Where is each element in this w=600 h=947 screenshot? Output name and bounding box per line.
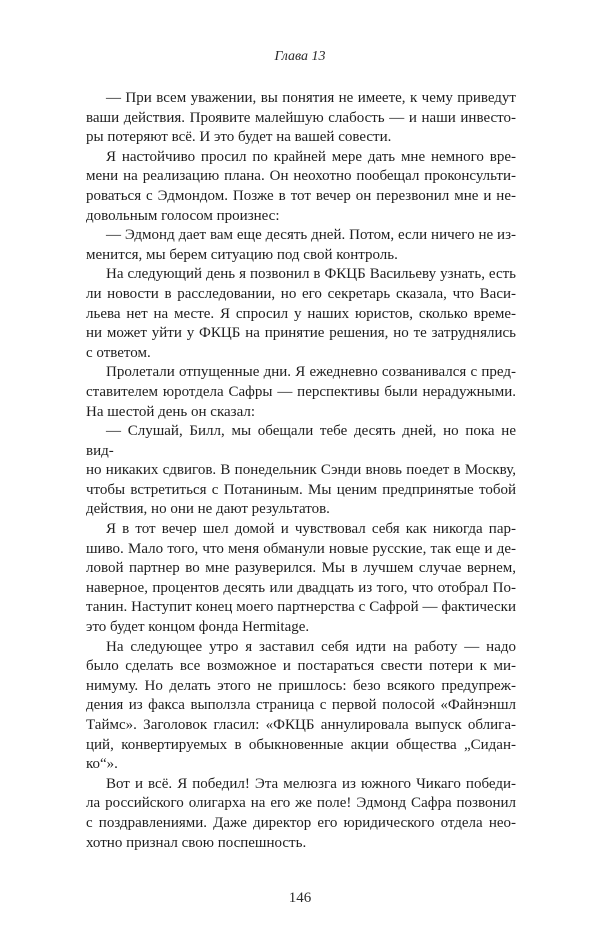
text-line: ни может уйти у ФКЦБ на принятие решения, но те затруднялись xyxy=(86,325,516,342)
paragraph xyxy=(86,638,516,775)
text-line: ций, конвертируемых в обыкновенные акции общества „Сидан- xyxy=(86,736,516,753)
text-line: На шестой день он сказал: xyxy=(86,403,256,420)
text-line: было сделать все возможное и постараться свести потери к ми- xyxy=(86,658,516,675)
text-line: На следующий день я позвонил в ФКЦБ Васильеву узнать, есть xyxy=(106,266,516,283)
body-text xyxy=(86,89,516,853)
text-line: шиво. Мало того, что меня обманули новые русские, так еще и де- xyxy=(86,540,516,557)
text-line: довольным голосом произнес: xyxy=(86,207,280,224)
text-line: роваться с Эдмондом. Позже в тот вечер он перезвонил мне и не- xyxy=(86,187,516,204)
paragraph xyxy=(86,422,516,520)
text-line: менится, мы берем ситуацию под свой контроль. xyxy=(86,246,398,263)
text-line: ли новости в расследовании, но его секретарь сказала, что Васи- xyxy=(86,285,516,302)
text-line: хотно признал свою поспешность. xyxy=(86,834,307,851)
text-line: ваши действия. Проявите малейшую слабость — и наши инвесто- xyxy=(86,109,516,126)
text-line: дения из факса выползла страница с первой полосой «Файнэншл xyxy=(86,697,516,714)
text-line: Пролетали отпущенные дни. Я ежедневно созванивался с пред- xyxy=(106,364,516,381)
text-line: это будет концом фонда Hermitage. xyxy=(86,619,310,636)
text-line: с поздравлениями. Даже директор его юридического отдела нео- xyxy=(86,814,516,831)
text-line: льева нет на месте. Я спросил у наших юристов, сколько време- xyxy=(86,305,516,322)
text-line: действия, но они не дают результатов. xyxy=(86,501,330,518)
text-line: чтобы встретиться с Потаниным. Мы ценим предпринятые тобой xyxy=(86,481,516,498)
paragraph xyxy=(86,265,516,363)
text-line: нимуму. Но делать этого не пришлось: безо всякого предупреж- xyxy=(86,677,516,694)
text-line: На следующее утро я заставил себя идти на работу — надо xyxy=(106,638,516,655)
text-line: Вот и всё. Я победил! Эта мелюзга из южного Чикаго победи- xyxy=(106,775,516,792)
text-line: Таймс». Заголовок гласил: «ФКЦБ аннулировала выпуск облига- xyxy=(86,717,516,733)
text-line: — При всем уважении, вы понятия не имеете, к чему приведут xyxy=(106,90,516,106)
paragraph xyxy=(86,226,516,265)
text-line: — Слушай, Билл, мы обещали тебе десять дней, но пока не вид- xyxy=(86,423,516,459)
paragraph xyxy=(86,148,516,226)
page-number: 146 xyxy=(288,890,312,907)
paragraph xyxy=(86,520,516,638)
text-line: Я в тот вечер шел домой и чувствовал себя как никогда пар- xyxy=(106,521,516,538)
text-line: ставителем юротдела Сафры — перспективы были нерадужными. xyxy=(86,383,516,400)
paragraph xyxy=(86,89,516,148)
paragraph xyxy=(86,775,516,853)
paragraph xyxy=(86,363,516,422)
text-line: Я настойчиво просил по крайней мере дать мне немного вре- xyxy=(106,148,516,165)
text-line: с ответом. xyxy=(86,344,151,361)
text-line: мени на реализацию плана. Он неохотно пообещал проконсульти- xyxy=(86,168,516,185)
text-line: ловой партнер во мне разуверился. Мы в лучшем случае вернем, xyxy=(86,560,516,577)
text-line: но никаких сдвигов. В понедельник Сэнди вновь поедет в Москву, xyxy=(86,462,516,479)
text-line: наверное, процентов десять или двадцать из того, что отобрал По- xyxy=(86,579,516,596)
text-line: ры потеряют всё. И это будет на вашей совести. xyxy=(86,129,392,146)
text-line: ла российского олигарха на его же поле! Эдмонд Сафра позвонил xyxy=(86,795,516,812)
text-line: — Эдмонд дает вам еще десять дней. Потом, если ничего не из- xyxy=(106,227,516,244)
text-line: ко“». xyxy=(86,756,118,773)
running-head: Глава 13 xyxy=(274,49,326,64)
text-line: танин. Наступит конец моего партнерства с Сафрой — фактически xyxy=(86,599,516,616)
